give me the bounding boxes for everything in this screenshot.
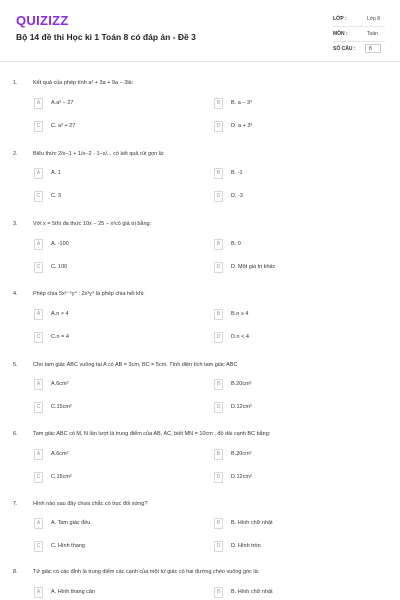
option-b[interactable] xyxy=(214,98,344,110)
option-letter-box: D xyxy=(214,402,223,413)
option-letter-box: B xyxy=(214,98,223,109)
option-letter-box: A xyxy=(34,309,43,320)
option-text: C.n = 4 xyxy=(51,334,69,340)
option-a[interactable] xyxy=(34,449,164,461)
meta-count-value: 8 xyxy=(369,46,372,52)
question-number: 5. xyxy=(13,362,18,368)
option-letter-box: B xyxy=(214,379,223,390)
option-c[interactable] xyxy=(34,402,164,414)
option-b[interactable] xyxy=(214,518,344,530)
option-letter-box: B xyxy=(214,168,223,179)
option-a[interactable] xyxy=(34,168,164,180)
option-d[interactable] xyxy=(214,191,344,203)
option-c[interactable] xyxy=(34,262,164,274)
option-d[interactable] xyxy=(214,541,344,553)
meta-subject-label: MÔN : xyxy=(333,31,348,37)
option-text: A. Hình thang cân xyxy=(51,589,96,595)
option-d[interactable] xyxy=(214,332,344,344)
option-text: A.n > 4 xyxy=(51,311,69,317)
option-letter-box: A xyxy=(34,239,43,250)
option-text: A. -100 xyxy=(51,241,69,247)
option-text: A.a³ − 27 xyxy=(51,100,74,106)
option-b[interactable] xyxy=(214,168,344,180)
option-letter-box: C xyxy=(34,262,43,273)
option-letter-box: A xyxy=(34,379,43,390)
option-text: C.15cm² xyxy=(51,404,72,410)
option-c[interactable] xyxy=(34,121,164,133)
option-b[interactable] xyxy=(214,309,344,321)
option-text: D. Một giá trị khác xyxy=(231,264,276,270)
option-a[interactable] xyxy=(34,309,164,321)
option-text: C. Hình thang xyxy=(51,543,85,549)
question-text: Phép chia 5x⁶⁻¹y⁴ : 2x³y⁴ là phép chia hết khi: xyxy=(33,291,145,297)
option-text: B. a − 3³ xyxy=(231,100,252,106)
option-text: D. Hình tròn xyxy=(231,543,261,549)
question-text: Tam giác ABC có M, N lần lượt là trung điểm của AB, AC, biết MN = 10cm , độ dài cạnh BC bằng: xyxy=(33,431,271,437)
option-letter-box: C xyxy=(34,121,43,132)
option-a[interactable] xyxy=(34,239,164,251)
option-letter-box: A xyxy=(34,449,43,460)
option-c[interactable] xyxy=(34,332,164,344)
question-number: 4. xyxy=(13,291,18,297)
option-text: D. a + 3³ xyxy=(231,123,253,129)
option-letter-box: C xyxy=(34,541,43,552)
question-text: Kết quả của phép tính a³ + 3a + 9a − 3là: xyxy=(33,80,134,86)
option-text: B.20cm² xyxy=(231,381,252,387)
question-number: 7. xyxy=(13,501,18,507)
meta-divider xyxy=(333,41,385,42)
option-text: B. 0 xyxy=(231,241,241,247)
option-text: B.20cm² xyxy=(231,451,252,457)
option-letter-box: D xyxy=(214,262,223,273)
option-b[interactable] xyxy=(214,449,344,461)
option-text: C. 3 xyxy=(51,193,62,199)
option-text: C. 100 xyxy=(51,264,68,270)
option-letter-box: A xyxy=(34,518,43,529)
option-letter-box: B xyxy=(214,449,223,460)
option-text: D.12cm² xyxy=(231,474,252,480)
option-c[interactable] xyxy=(34,472,164,484)
option-d[interactable] xyxy=(214,262,344,274)
option-a[interactable] xyxy=(34,518,164,530)
option-text: A.6cm² xyxy=(51,451,69,457)
meta-grade-label: LỚP : xyxy=(333,16,347,22)
option-letter-box: B xyxy=(214,309,223,320)
option-text: D. -3 xyxy=(231,193,243,199)
option-letter-box: C xyxy=(34,191,43,202)
question-text: Biểu thức 2/x−1 + 1/x−2 · 1−x/... có kết quả rút gọn là: xyxy=(33,151,165,157)
option-letter-box: A xyxy=(34,168,43,179)
option-letter-box: B xyxy=(214,518,223,529)
option-text: B. -1 xyxy=(231,170,243,176)
option-b[interactable] xyxy=(214,239,344,251)
option-text: B. Hình chữ nhật xyxy=(231,589,273,595)
option-letter-box: B xyxy=(214,587,223,598)
option-c[interactable] xyxy=(34,191,164,203)
option-letter-box: C xyxy=(34,472,43,483)
option-text: C.15cm² xyxy=(51,474,72,480)
option-text: D.n < 4 xyxy=(231,334,249,340)
option-letter-box: A xyxy=(34,587,43,598)
option-letter-box: D xyxy=(214,191,223,202)
option-text: B.n ≥ 4 xyxy=(231,311,249,317)
option-c[interactable] xyxy=(34,541,164,553)
option-text: B. Hình chữ nhật xyxy=(231,520,273,526)
meta-grade-value: Lớp 8 xyxy=(367,16,381,22)
option-letter-box: C xyxy=(34,332,43,343)
option-text: C. a³ + 27 xyxy=(51,123,76,129)
option-letter-box: D xyxy=(214,121,223,132)
question-number: 2. xyxy=(13,151,18,157)
option-b[interactable] xyxy=(214,379,344,391)
option-letter-box: D xyxy=(214,541,223,552)
meta-count-box xyxy=(365,44,381,53)
option-letter-box: A xyxy=(34,98,43,109)
meta-divider xyxy=(333,26,385,27)
question-number: 1. xyxy=(13,80,18,86)
meta-subject-value: Toán xyxy=(367,31,378,37)
option-letter-box: B xyxy=(214,239,223,250)
option-d[interactable] xyxy=(214,402,344,414)
question-text: Với x = 5thì đa thức 10x − 25 − x²có giá trị bằng: xyxy=(33,221,152,227)
option-d[interactable] xyxy=(214,472,344,484)
question-number: 8. xyxy=(13,569,18,575)
document-title: Bộ 14 đề thi Học kì 1 Toán 8 có đáp án - Đề 3 xyxy=(16,32,196,42)
quizizz-logo: QUIZIZZ xyxy=(16,13,69,28)
question-number: 6. xyxy=(13,431,18,437)
option-b[interactable] xyxy=(214,587,344,599)
option-letter-box: C xyxy=(34,402,43,413)
option-text: D.12cm² xyxy=(231,404,252,410)
option-letter-box: D xyxy=(214,332,223,343)
option-text: A. Tam giác đều xyxy=(51,520,91,526)
option-d[interactable] xyxy=(214,121,344,133)
question-number: 3. xyxy=(13,221,18,227)
question-text: Cho tam giác ABC vuông tại A có AB = 3cm, BC = 5cm. Tính diện tích tam giác ABC xyxy=(33,362,238,368)
question-text: Hình nào sau đây chưa chắc có trục đối xứng? xyxy=(33,501,148,507)
question-text: Tứ giác có các đỉnh là trung điểm các cạnh của một tứ giác có hai đường chéo vuông góc là: xyxy=(33,569,260,575)
document-header xyxy=(0,0,400,62)
option-a[interactable] xyxy=(34,98,164,110)
option-a[interactable] xyxy=(34,379,164,391)
option-letter-box: D xyxy=(214,472,223,483)
option-text: A.6cm² xyxy=(51,381,69,387)
meta-count-label: SỐ CÂU : xyxy=(333,46,356,52)
option-text: A. 1 xyxy=(51,170,61,176)
option-a[interactable] xyxy=(34,587,164,599)
